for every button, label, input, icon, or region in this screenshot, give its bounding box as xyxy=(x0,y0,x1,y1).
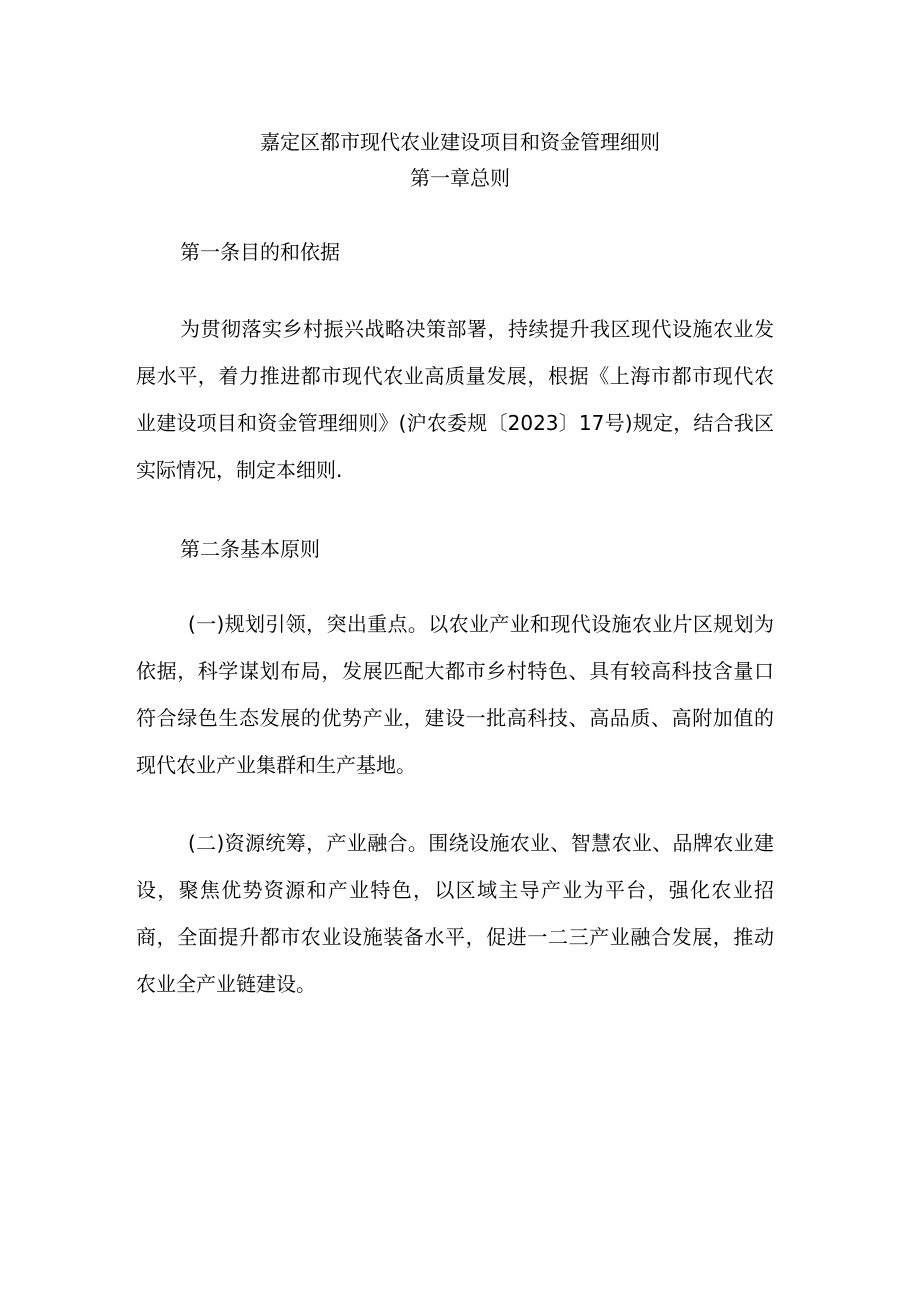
article-1-heading: 第一条目的和依据 xyxy=(180,240,340,264)
article-1-paragraph: 为贯彻落实乡村振兴战略决策部署，持续提升我区现代设施农业发展水平，着力推进都市现代农业高质量发展，根据《上海市都市现代农业建设项目和资金管理细则》(沪农委规〔2023〕17号)规定，结合我区实际情况，制定本细则. xyxy=(136,317,774,482)
article-2-paragraph-2: (二)资源统筹，产业融合。围绕设施农业、智慧农业、品牌农业建设，聚焦优势资源和产业特色，以区域主导产业为平台，强化农业招商，全面提升都市农业设施装备水平，促进一二三产业融合发展，推动农业全产业链建设。 xyxy=(136,831,774,996)
article-2-paragraph-1: (一)规划引领，突出重点。以农业产业和现代设施农业片区规划为依据，科学谋划布局，发展匹配大都市乡村特色、具有较高科技含量口符合绿色生态发展的优势产业，建设一批高科技、高品质、高附加值的现代农业产业集群和生产基地。 xyxy=(136,612,774,777)
chapter-title: 第一章总则 xyxy=(410,166,510,190)
document-title: 嘉定区都市现代农业建设项目和资金管理细则 xyxy=(260,130,660,154)
article-2-heading: 第二条基本原则 xyxy=(180,537,320,561)
